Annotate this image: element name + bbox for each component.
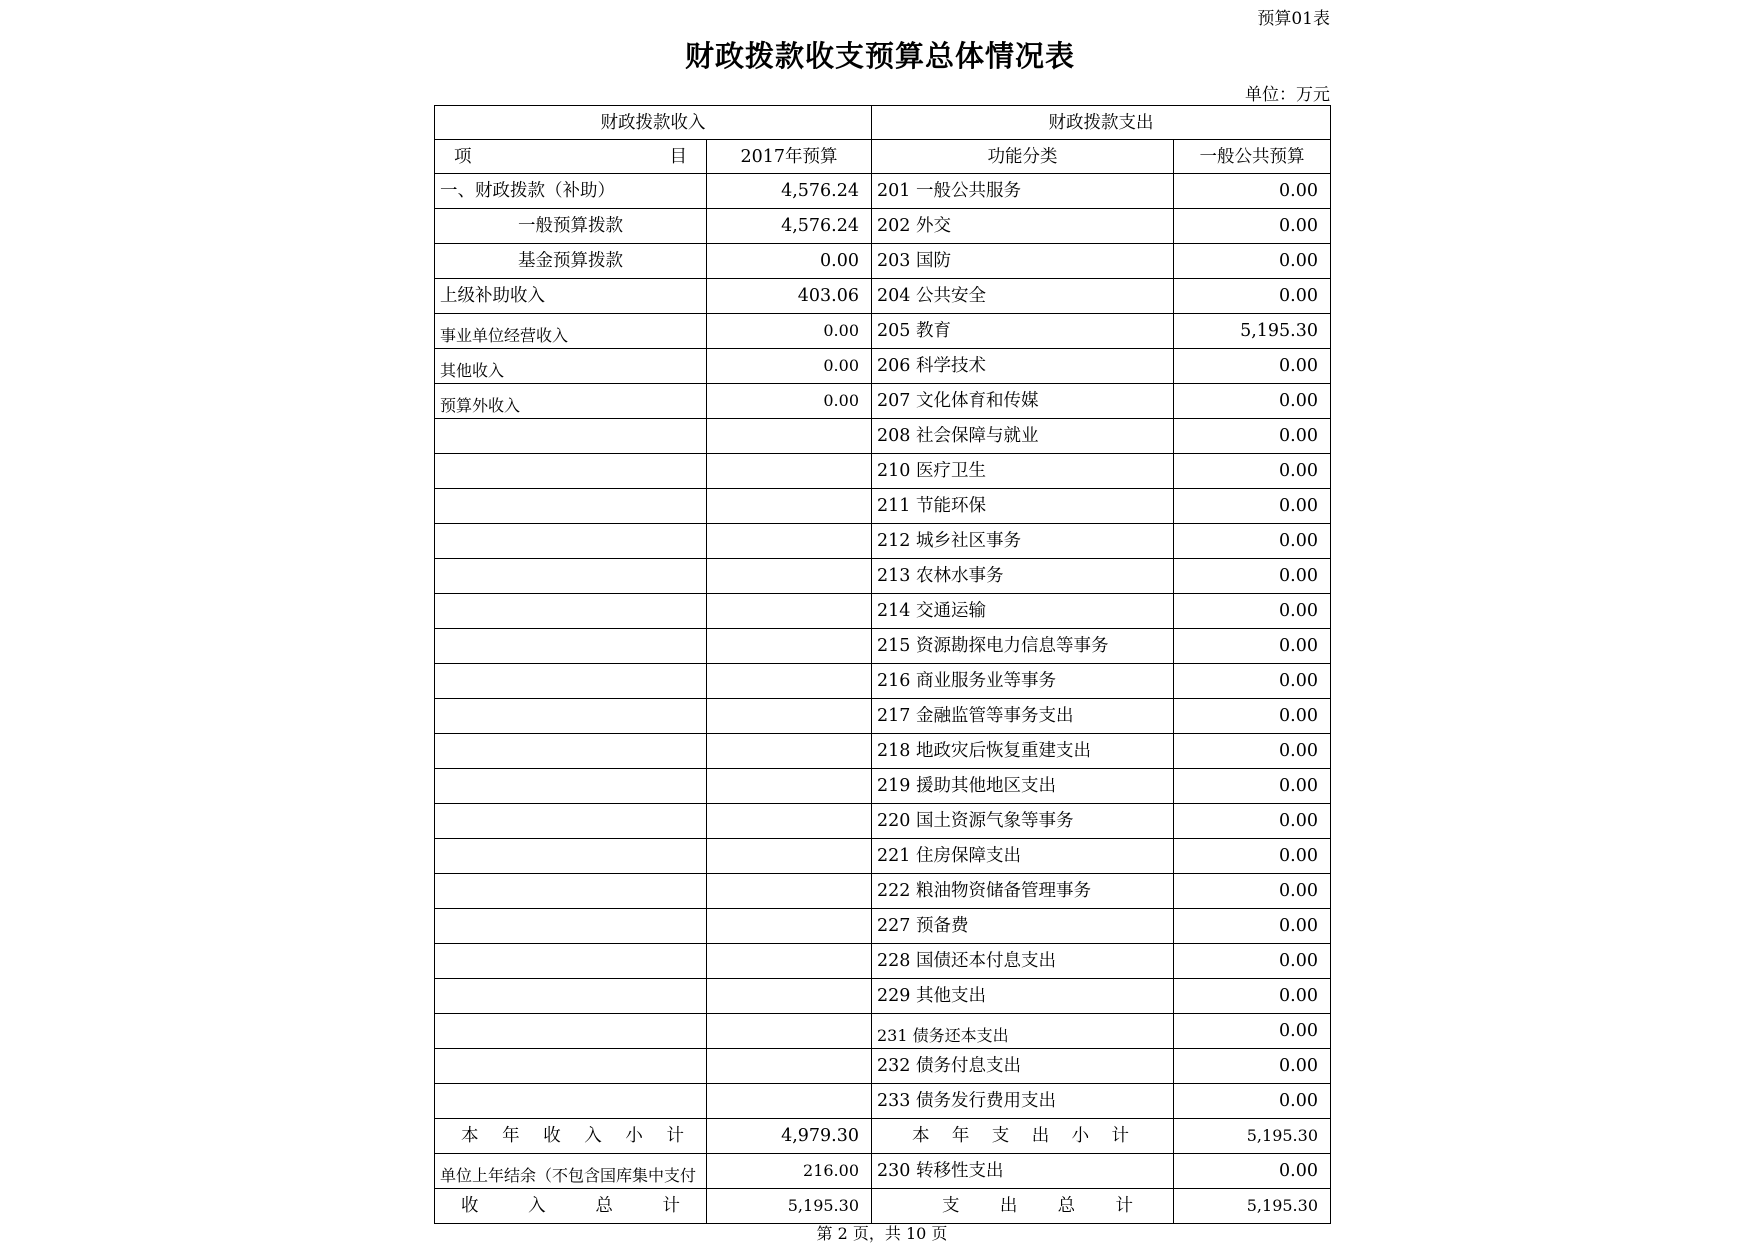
- expense-item-value: 0.00: [1174, 524, 1331, 559]
- expense-subtotal-value: 5,195.30: [1174, 1119, 1331, 1154]
- table-code-label: 预算01表: [1257, 9, 1330, 29]
- group-header-row: [435, 106, 1331, 140]
- income-item-label: 上级补助收入: [435, 279, 707, 314]
- expense-item-label: 220 国土资源气象等事务: [872, 804, 1174, 839]
- expense-item-label: 222 粮油物资储备管理事务: [872, 874, 1174, 909]
- expense-item-label: 211 节能环保: [872, 489, 1174, 524]
- unit-label: 单位：万元: [1245, 85, 1330, 105]
- expense-item-value: 0.00: [1174, 629, 1331, 664]
- expense-item-value: 0.00: [1174, 839, 1331, 874]
- income-item-label: [435, 944, 707, 979]
- table-row: [435, 209, 1331, 244]
- income-item-label: [435, 454, 707, 489]
- expense-item-label: 212 城乡社区事务: [872, 524, 1174, 559]
- expense-item-label: 217 金融监管等事务支出: [872, 699, 1174, 734]
- income-item-value: [707, 629, 872, 664]
- expense-item-label: 214 交通运输: [872, 594, 1174, 629]
- prior-year-balance-value: 216.00: [707, 1154, 872, 1189]
- item-header-right: 目: [669, 146, 687, 167]
- income-item-label: 一、财政拨款（补助）: [435, 174, 707, 209]
- income-item-value: 403.06: [707, 279, 872, 314]
- expense-item-label: 206 科学技术: [872, 349, 1174, 384]
- table-row: [435, 734, 1331, 769]
- income-item-value: [707, 769, 872, 804]
- table-row: [435, 489, 1331, 524]
- table-row: [435, 1049, 1331, 1084]
- expense-item-value: 0.00: [1174, 384, 1331, 419]
- table-row: [435, 174, 1331, 209]
- income-item-value: [707, 699, 872, 734]
- income-item-value: [707, 874, 872, 909]
- income-group-header: 财政拨款收入: [435, 106, 872, 140]
- expense-item-value: 0.00: [1174, 594, 1331, 629]
- table-row: [435, 769, 1331, 804]
- income-item-value: [707, 1014, 872, 1049]
- subtotal-row: [435, 1119, 1331, 1154]
- expense-item-value: 0.00: [1174, 454, 1331, 489]
- table-row: [435, 979, 1331, 1014]
- expense-item-label: 210 医疗卫生: [872, 454, 1174, 489]
- table-row: [435, 839, 1331, 874]
- income-item-value: 0.00: [707, 349, 872, 384]
- income-item-label: [435, 489, 707, 524]
- expense-item-value: 0.00: [1174, 349, 1331, 384]
- income-item-value: [707, 664, 872, 699]
- expense-item-value: 0.00: [1174, 419, 1331, 454]
- income-item-value: 0.00: [707, 314, 872, 349]
- income-total-label: 收入总计: [435, 1189, 707, 1224]
- income-item-label: [435, 839, 707, 874]
- table-row: [435, 1084, 1331, 1119]
- income-item-label: [435, 734, 707, 769]
- income-item-label: [435, 559, 707, 594]
- income-item-value: [707, 1049, 872, 1084]
- table-row: [435, 524, 1331, 559]
- income-item-value: [707, 734, 872, 769]
- expense-item-value: 0.00: [1174, 209, 1331, 244]
- expense-item-label: 218 地政灾后恢复重建支出: [872, 734, 1174, 769]
- income-item-value: [707, 419, 872, 454]
- table-row: [435, 699, 1331, 734]
- expense-item-label: 231 债务还本支出: [872, 1014, 1174, 1049]
- page-footer: 第 2 页，共 10 页: [816, 1224, 948, 1243]
- expense-item-value: 0.00: [1174, 664, 1331, 699]
- expense-item-label: 216 商业服务业等事务: [872, 664, 1174, 699]
- expense-item-label: 219 援助其他地区支出: [872, 769, 1174, 804]
- expense-item-value: 0.00: [1174, 1084, 1331, 1119]
- table-row: [435, 279, 1331, 314]
- income-item-value: [707, 944, 872, 979]
- income-item-value: [707, 559, 872, 594]
- expense-item-label: 207 文化体育和传媒: [872, 384, 1174, 419]
- expense-item-value: 0.00: [1174, 559, 1331, 594]
- table-row: [435, 804, 1331, 839]
- table-row: [435, 874, 1331, 909]
- expense-total-value: 5,195.30: [1174, 1189, 1331, 1224]
- expense-item-value: 0.00: [1174, 909, 1331, 944]
- income-item-value: [707, 804, 872, 839]
- income-item-value: 4,576.24: [707, 209, 872, 244]
- income-item-value: 0.00: [707, 384, 872, 419]
- income-item-label: 预算外收入: [435, 384, 707, 419]
- expense-item-label: 233 债务发行费用支出: [872, 1084, 1174, 1119]
- expense-item-label: 205 教育: [872, 314, 1174, 349]
- expense-item-label: 228 国债还本付息支出: [872, 944, 1174, 979]
- table-row: [435, 909, 1331, 944]
- page-title: 财政拨款收支预算总体情况表: [684, 39, 1075, 73]
- expense-item-label: 202 外交: [872, 209, 1174, 244]
- prior-year-balance-label: 单位上年结余（不包含国库集中支付: [435, 1154, 707, 1189]
- income-item-value: [707, 1084, 872, 1119]
- expense-item-label: 213 农林水事务: [872, 559, 1174, 594]
- income-item-label: [435, 524, 707, 559]
- table-row: [435, 454, 1331, 489]
- item-header: [435, 140, 707, 174]
- function-category-header: 功能分类: [872, 140, 1174, 174]
- expense-total-label: 支出总计: [872, 1189, 1174, 1224]
- table-row: [435, 419, 1331, 454]
- expense-item-value: 0.00: [1174, 699, 1331, 734]
- income-item-value: [707, 454, 872, 489]
- income-item-label: 事业单位经营收入: [435, 314, 707, 349]
- expense-item-value: 0.00: [1174, 174, 1331, 209]
- carryover-row: [435, 1154, 1331, 1189]
- income-item-value: 0.00: [707, 244, 872, 279]
- expense-item-value: 0.00: [1174, 1014, 1331, 1049]
- income-item-label: [435, 664, 707, 699]
- expense-item-label: 227 预备费: [872, 909, 1174, 944]
- expense-item-value: 0.00: [1174, 244, 1331, 279]
- table-row: [435, 944, 1331, 979]
- expense-item-label: 221 住房保障支出: [872, 839, 1174, 874]
- income-item-value: [707, 524, 872, 559]
- income-item-label: [435, 1084, 707, 1119]
- general-public-budget-header: 一般公共预算: [1174, 140, 1331, 174]
- expense-item-label: 215 资源勘探电力信息等事务: [872, 629, 1174, 664]
- table-row: [435, 629, 1331, 664]
- expense-item-label: 229 其他支出: [872, 979, 1174, 1014]
- budget-2017-header: 2017年预算: [707, 140, 872, 174]
- table-row: [435, 664, 1331, 699]
- income-item-label: [435, 909, 707, 944]
- income-item-value: [707, 489, 872, 524]
- income-item-value: [707, 979, 872, 1014]
- income-item-label: [435, 979, 707, 1014]
- table-row: [435, 559, 1331, 594]
- expense-item-value: 0.00: [1174, 734, 1331, 769]
- income-item-label: 其他收入: [435, 349, 707, 384]
- expense-item-value: 0.00: [1174, 489, 1331, 524]
- expense-item-value: 5,195.30: [1174, 314, 1331, 349]
- expense-item-value: 0.00: [1174, 874, 1331, 909]
- expense-item-label: 204 公共安全: [872, 279, 1174, 314]
- expense-item-value: 0.00: [1174, 1049, 1331, 1084]
- table-row: [435, 349, 1331, 384]
- item-header-left: 项: [454, 146, 472, 167]
- expense-subtotal-label: 本年支出小计: [872, 1119, 1174, 1154]
- expense-item-value: 0.00: [1174, 944, 1331, 979]
- income-item-label: [435, 769, 707, 804]
- income-item-label: [435, 594, 707, 629]
- expense-item-value: 0.00: [1174, 804, 1331, 839]
- expense-item-value: 0.00: [1174, 769, 1331, 804]
- total-row: [435, 1189, 1331, 1224]
- income-item-value: [707, 594, 872, 629]
- column-header-row: [435, 140, 1331, 174]
- income-item-value: [707, 909, 872, 944]
- income-item-value: 4,576.24: [707, 174, 872, 209]
- income-item-label: 基金预算拨款: [435, 244, 707, 279]
- table-row: [435, 1014, 1331, 1049]
- table-row: [435, 314, 1331, 349]
- expense-item-label: 232 债务付息支出: [872, 1049, 1174, 1084]
- transfer-expense-label: 230 转移性支出: [872, 1154, 1174, 1189]
- income-item-label: [435, 804, 707, 839]
- table-row: [435, 244, 1331, 279]
- income-item-label: [435, 1014, 707, 1049]
- budget-table: [434, 105, 1331, 1224]
- expense-item-label: 203 国防: [872, 244, 1174, 279]
- income-item-label: [435, 629, 707, 664]
- income-subtotal-label: 本年收入小计: [435, 1119, 707, 1154]
- expense-item-value: 0.00: [1174, 279, 1331, 314]
- income-item-label: [435, 874, 707, 909]
- income-item-value: [707, 839, 872, 874]
- income-item-label: [435, 699, 707, 734]
- expense-group-header: 财政拨款支出: [872, 106, 1331, 140]
- income-item-label: [435, 1049, 707, 1084]
- expense-item-value: 0.00: [1174, 979, 1331, 1014]
- transfer-expense-value: 0.00: [1174, 1154, 1331, 1189]
- income-subtotal-value: 4,979.30: [707, 1119, 872, 1154]
- expense-item-label: 201 一般公共服务: [872, 174, 1174, 209]
- income-item-label: 一般预算拨款: [435, 209, 707, 244]
- table-row: [435, 594, 1331, 629]
- expense-item-label: 208 社会保障与就业: [872, 419, 1174, 454]
- income-total-value: 5,195.30: [707, 1189, 872, 1224]
- income-item-label: [435, 419, 707, 454]
- table-row: [435, 384, 1331, 419]
